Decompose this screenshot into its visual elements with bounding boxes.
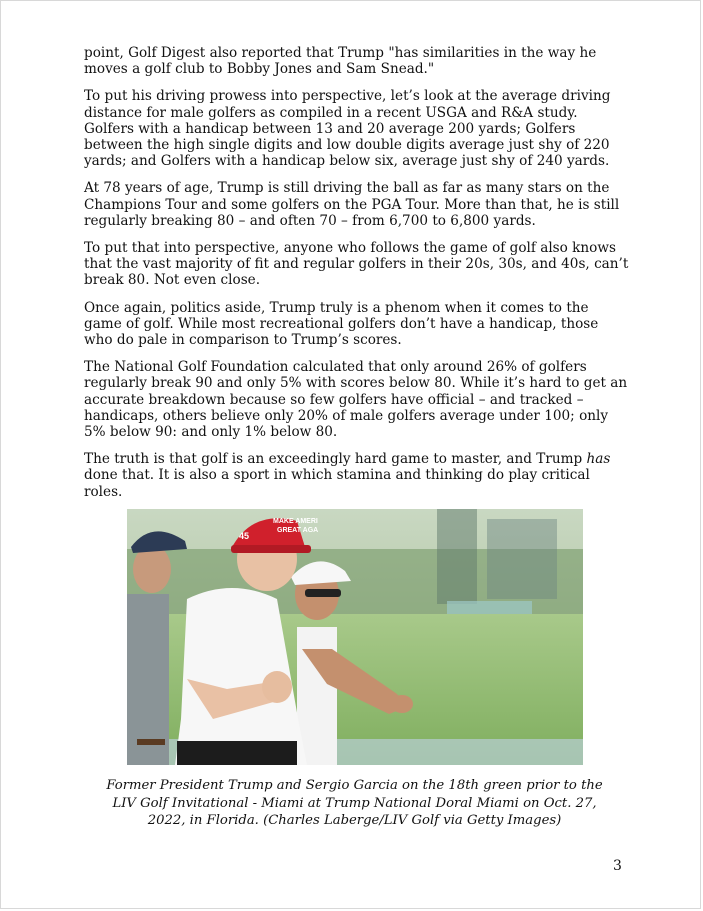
paragraph-text: point, Golf Digest also reported that Trump "has similarities in the way he moves a golf club to Bobby Jones and Sam Snead." bbox=[84, 45, 597, 78]
paragraph bbox=[84, 45, 629, 77]
paragraph-text: At 78 years of age, Trump is still driving the ball as far as many stars on the Champions Tour and some golfers on the PGA Tour. More than that, he is still regularly breaking 80 – and often 70 – from 6,700 to 6,800 yards. bbox=[84, 180, 620, 229]
paragraph-text: The National Golf Foundation calculated that only around 26% of golfers regularly break 90 and only 5% with scores below 80. While it’s hard to get an accurate breakdown because so few golfers have official – and tracked – handicaps, others believe only 20% of male golfers average under 100; only 5% below 90: and only 1% below 80. bbox=[84, 359, 628, 441]
paragraph bbox=[84, 88, 629, 169]
paragraph-text: The truth is that golf is an exceedingly hard game to master, and Trump bbox=[84, 451, 587, 468]
paragraph bbox=[84, 240, 629, 289]
article-photo bbox=[127, 509, 583, 765]
hat-text: MAKE AMERI bbox=[273, 518, 318, 525]
page-number: 3 bbox=[613, 858, 622, 874]
paragraph-text: To put that into perspective, anyone who follows the game of golf also knows that the vast majority of fit and regular golfers in their 20s, 30s, and 40s, can’t break 80. Not even close. bbox=[84, 240, 629, 289]
emphasis-text: has bbox=[586, 451, 611, 468]
article-body bbox=[84, 45, 629, 511]
paragraph-text: Once again, politics aside, Trump truly is a phenom when it comes to the game of golf. While most recreational golfers don’t have a handicap, those who do pale in comparison to Trump’s scores. bbox=[84, 299, 599, 349]
paragraph-text: done that. It is also a sport in which stamina and thinking do play critical roles. bbox=[84, 467, 590, 500]
hat-text: GREAT AGA bbox=[277, 527, 319, 534]
paragraph bbox=[84, 451, 629, 500]
paragraph bbox=[84, 359, 629, 440]
paragraph-text: To put his driving prowess into perspective, let’s look at the average driving distance for male golfers as compiled in a recent USGA and R&A study. Golfers with a handicap between 13 and 20 average 200 yards; Golfers between the high single digits and low double digits average just shy of 220 yards; and Golfers with a handicap below six, average just shy of 240 yards. bbox=[84, 88, 611, 170]
paragraph bbox=[84, 180, 629, 229]
photo-caption: Former President Trump and Sergio Garcia on the 18th green prior to the LIV Golf Invitational - Miami at Trump National Doral Miami on Oct. 27, 2022, in Florida. (Charles Laberge/LIV Golf via Getty Images) bbox=[106, 778, 603, 828]
paragraph bbox=[84, 300, 629, 349]
hat-number: 45 bbox=[239, 531, 250, 541]
